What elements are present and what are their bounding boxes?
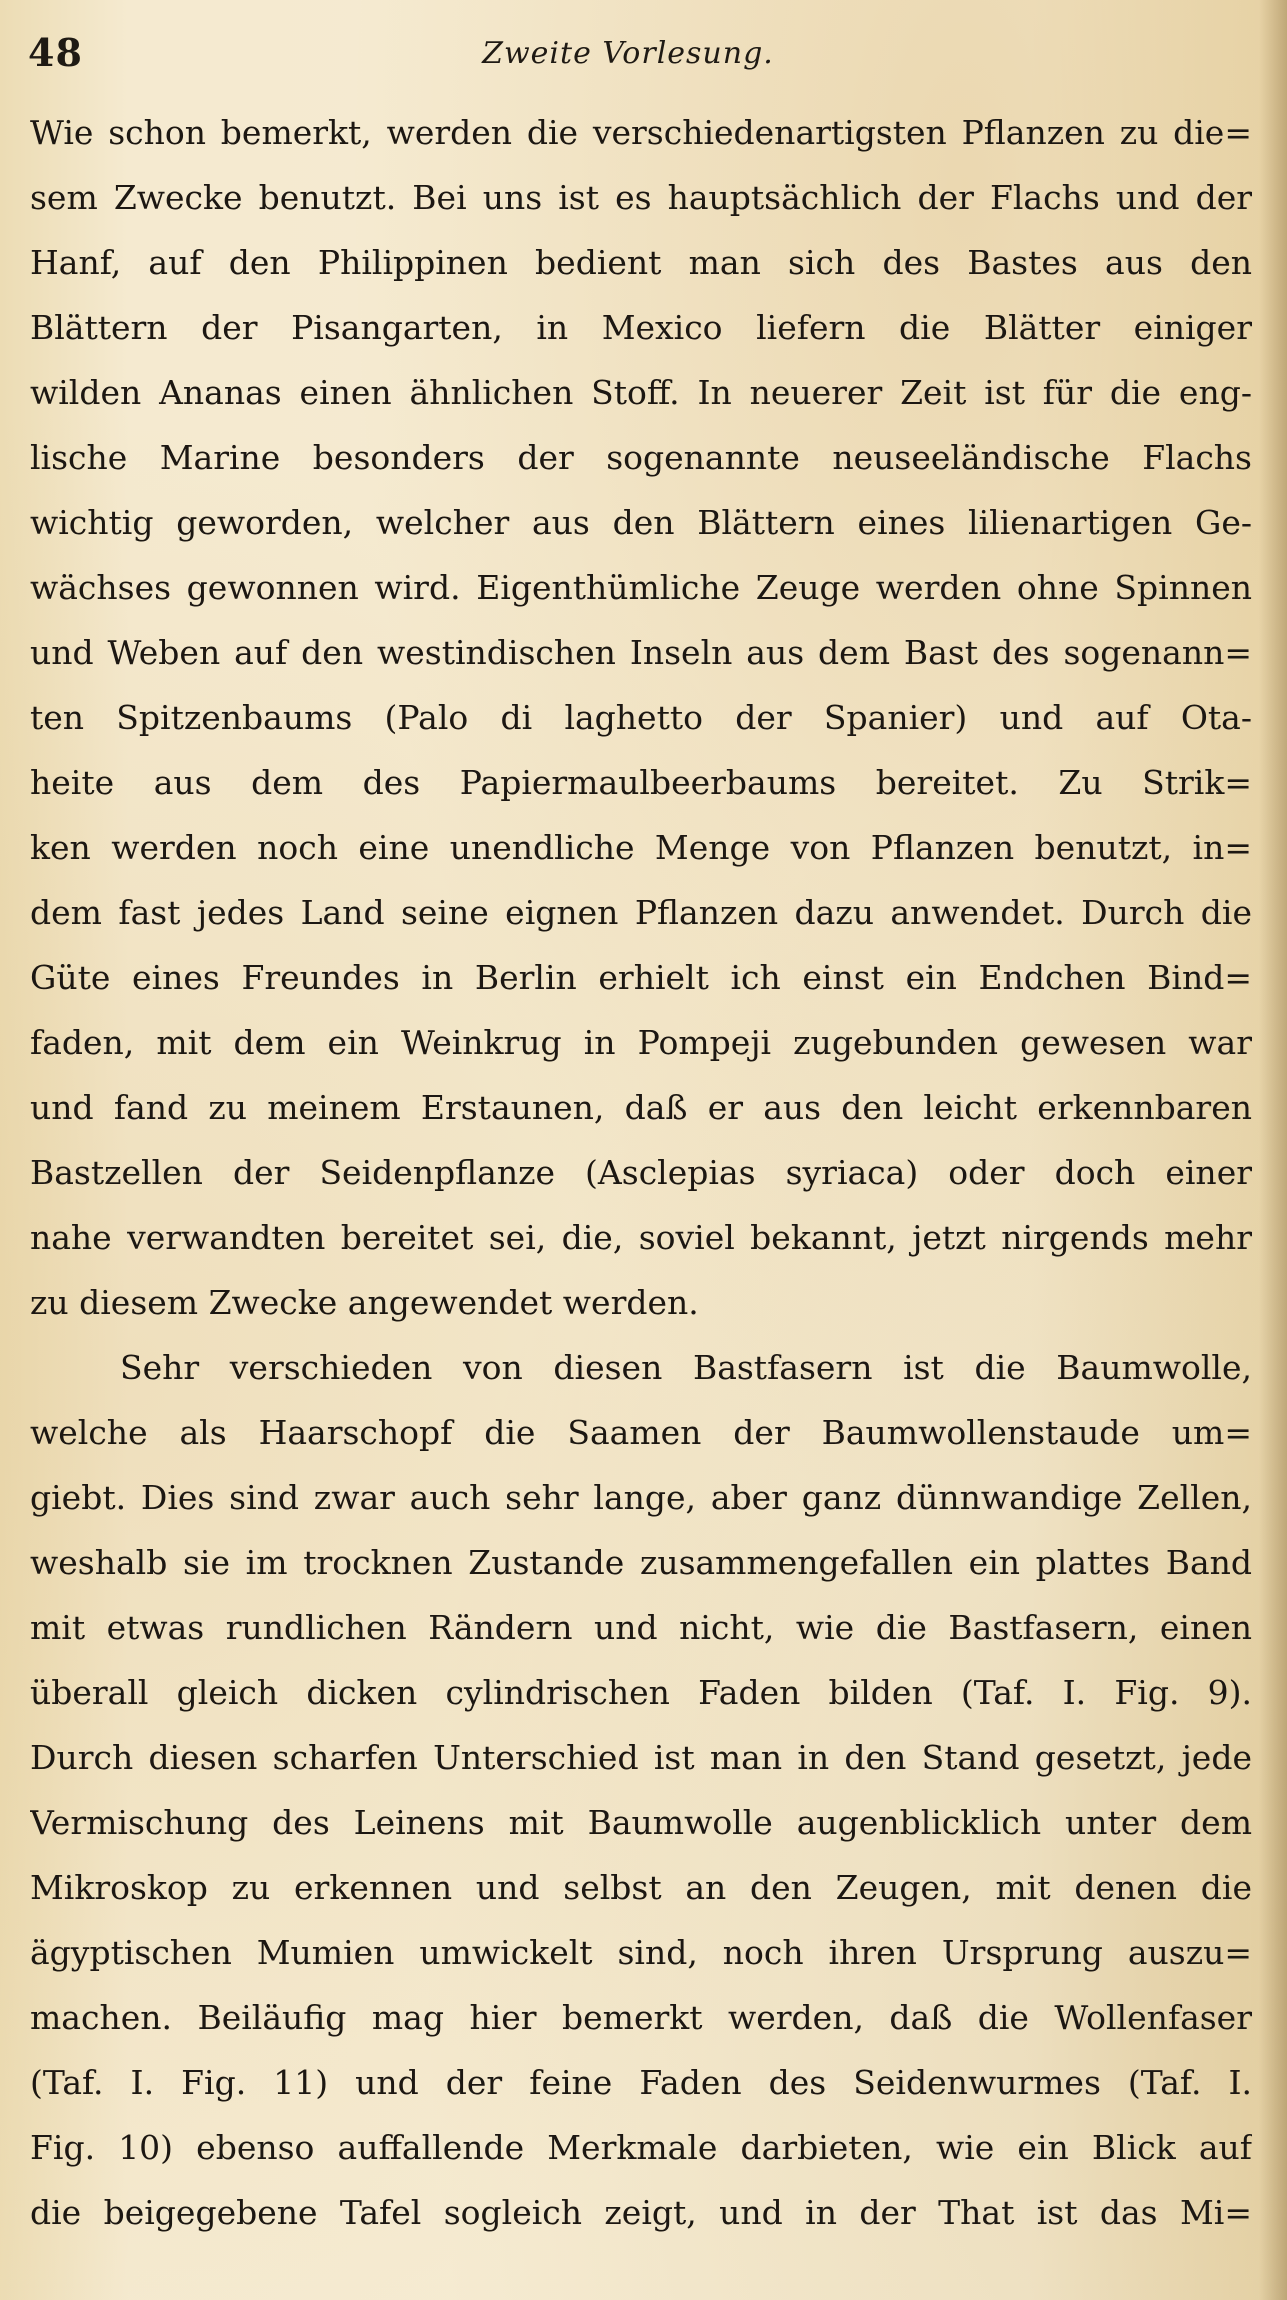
text-line: überall gleich dicken cylindrischen Faden bilden (Taf. I. Fig. 9). bbox=[30, 1673, 1252, 1712]
text-line: heite aus dem des Papiermaulbeerbaums bereitet. Zu Strik= bbox=[30, 763, 1252, 802]
text-line: mit etwas rundlichen Rändern und nicht, wie die Bastfasern, einen bbox=[30, 1608, 1252, 1647]
text-line: welche als Haarschopf die Saamen der Baumwollenstaude um= bbox=[30, 1413, 1252, 1452]
text-line: Durch diesen scharfen Unterschied ist man in den Stand gesetzt, jede bbox=[30, 1738, 1252, 1777]
text-line: Hanf, auf den Philippinen bedient man sich des Bastes aus den bbox=[30, 243, 1252, 282]
text-line: weshalb sie im trocknen Zustande zusammengefallen ein plattes Band bbox=[30, 1543, 1252, 1582]
text-line: wilden Ananas einen ähnlichen Stoff. In neuerer Zeit ist für die eng- bbox=[30, 373, 1252, 412]
text-line: Fig. 10) ebenso auffallende Merkmale darbieten, wie ein Blick auf bbox=[30, 2128, 1252, 2167]
paragraph-end-line: zu diesem Zwecke angewendet werden. bbox=[30, 1283, 699, 1322]
body-text bbox=[30, 100, 1252, 2245]
text-line: dem fast jedes Land seine eignen Pflanzen dazu anwendet. Durch die bbox=[30, 893, 1252, 932]
text-line: ken werden noch eine unendliche Menge von Pflanzen benutzt, in= bbox=[30, 828, 1252, 867]
page-edge-shadow bbox=[1259, 0, 1287, 2300]
text-line: sem Zwecke benutzt. Bei uns ist es hauptsächlich der Flachs und der bbox=[30, 178, 1252, 217]
text-line: machen. Beiläufig mag hier bemerkt werden, daß die Wollenfaser bbox=[30, 1998, 1252, 2037]
text-line: giebt. Dies sind zwar auch sehr lange, aber ganz dünnwandige Zellen, bbox=[30, 1478, 1252, 1517]
running-head bbox=[28, 22, 1228, 82]
text-line: und Weben auf den westindischen Inseln aus dem Bast des sogenann= bbox=[30, 633, 1252, 672]
text-line: Güte eines Freundes in Berlin erhielt ich einst ein Endchen Bind= bbox=[30, 958, 1252, 997]
text-line: Mikroskop zu erkennen und selbst an den Zeugen, mit denen die bbox=[30, 1868, 1252, 1907]
text-line: Blättern der Pisangarten, in Mexico liefern die Blätter einiger bbox=[30, 308, 1252, 347]
text-line: faden, mit dem ein Weinkrug in Pompeji zugebunden gewesen war bbox=[30, 1023, 1252, 1062]
text-line: und fand zu meinem Erstaunen, daß er aus den leicht erkennbaren bbox=[30, 1088, 1252, 1127]
text-line: Vermischung des Leinens mit Baumwolle augenblicklich unter dem bbox=[30, 1803, 1252, 1842]
page-number: 48 bbox=[28, 30, 83, 75]
text-line: ten Spitzenbaums (Palo di laghetto der Spanier) und auf Ota- bbox=[30, 698, 1252, 737]
text-line: nahe verwandten bereitet sei, die, soviel bekannt, jetzt nirgends mehr bbox=[30, 1218, 1252, 1257]
text-line: lische Marine besonders der sogenannte neuseeländische Flachs bbox=[30, 438, 1252, 477]
paragraph-first-line: Sehr verschieden von diesen Bastfasern ist die Baumwolle, bbox=[120, 1348, 1252, 1387]
text-line: Bastzellen der Seidenpflanze (Asclepias syriaca) oder doch einer bbox=[30, 1153, 1252, 1192]
text-line: wächses gewonnen wird. Eigenthümliche Zeuge werden ohne Spinnen bbox=[30, 568, 1252, 607]
text-line: ägyptischen Mumien umwickelt sind, noch ihren Ursprung auszu= bbox=[30, 1933, 1252, 1972]
text-line: Wie schon bemerkt, werden die verschiedenartigsten Pflanzen zu die= bbox=[30, 113, 1252, 152]
text-line: wichtig geworden, welcher aus den Blättern eines lilienartigen Ge- bbox=[30, 503, 1252, 542]
text-line: die beigegebene Tafel sogleich zeigt, und in der That ist das Mi= bbox=[30, 2193, 1252, 2232]
text-line: (Taf. I. Fig. 11) und der feine Faden des Seidenwurmes (Taf. I. bbox=[30, 2063, 1252, 2102]
running-title: Zweite Vorlesung. bbox=[482, 36, 774, 71]
